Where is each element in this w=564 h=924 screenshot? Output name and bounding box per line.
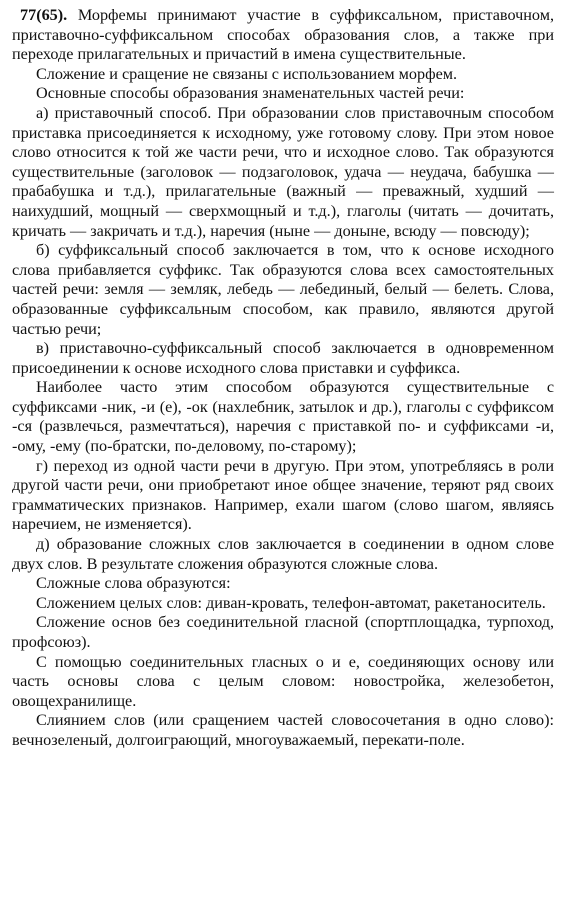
paragraph: а) приставочный способ. При образовании слов приставочным способом приставка присоединяется к исходному, уже готовому слову. При этом новое слово относится к той же части речи, что и исходное слово. Так образуются существительные (заголовок — подзаголовок, удача — неудача, бабушка — прабабушка и т.д.), прилагательные (важный — преважный, худший — наихудший, мощный — сверхмощный и т.д.), глаголы (читать — дочитать, кричать — закричать и т.д.), наречия (ныне — доныне, всюду — повсюду); xyxy=(12,103,554,240)
intro-text: Морфемы принимают участие в суффиксальном, приставочном, приставочно-суффиксальном способах образования слов, а также при переходе прилагательных и причастий в имена существительные. xyxy=(12,6,554,64)
paragraph: д) образование сложных слов заключается в соединении в одном слове двух слов. В результате сложения образуются сложные слова. xyxy=(12,535,554,573)
paragraph: Сложные слова образуются: xyxy=(36,574,231,593)
paragraph: в) приставочно-суффиксальный способ заключается в одновременном присоединении к основе исходного слова приставки и суффикса. xyxy=(12,339,554,377)
paragraph: г) переход из одной части речи в другую. При этом, употребляясь в роли другой части речи, они приобретают иное общее значение, теряют ряд своих грамматических признаков. Например, ехали шагом (слово шагом, являясь наречием, не изменяется). xyxy=(12,456,554,534)
paragraph: Слиянием слов (или сращением частей словосочетания в одно слово): вечнозеленый, долгоиграющий, многоуважаемый, перекати-поле. xyxy=(12,711,554,749)
exercise-intro xyxy=(12,6,554,65)
paragraph: Сложением целых слов: диван-кровать, телефон-автомат, ракетаноситель. xyxy=(36,593,546,612)
paragraph: Сложение основ без соединительной гласной (спортплощадка, турпоход, профсоюз). xyxy=(12,613,554,651)
paragraph: Наиболее часто этим способом образуются существительные с суффиксами -ник, -и (е), -ок (нахлебник, затылок и др.), глаголы с суффиксом -ся (развлечься, размечтаться), наречия с приставкой по- и суффиксами -и, -ому, -ему (по-братски, по-деловому, по-старому); xyxy=(12,378,554,456)
paragraph: Основные способы образования знаменательных частей речи: xyxy=(36,84,465,103)
exercise-number: 77(65). xyxy=(20,6,68,24)
paragraph: Сложение и сращение не связаны с использованием морфем. xyxy=(36,64,458,83)
paragraph: б) суффиксальный способ заключается в том, что к основе исходного слова прибавляется суффикс. Так образуются слова всех самостоятельных частей речи: земля — земляк, лебедь — лебединый, белый — белеть. Слова, образованные суффиксальным способом, как правило, являются другой частью речи; xyxy=(12,241,554,338)
paragraph: С помощью соединительных гласных о и е, соединяющих основу или часть основы слова с целым словом: новостройка, железобетон, овощехранилище. xyxy=(12,652,554,710)
